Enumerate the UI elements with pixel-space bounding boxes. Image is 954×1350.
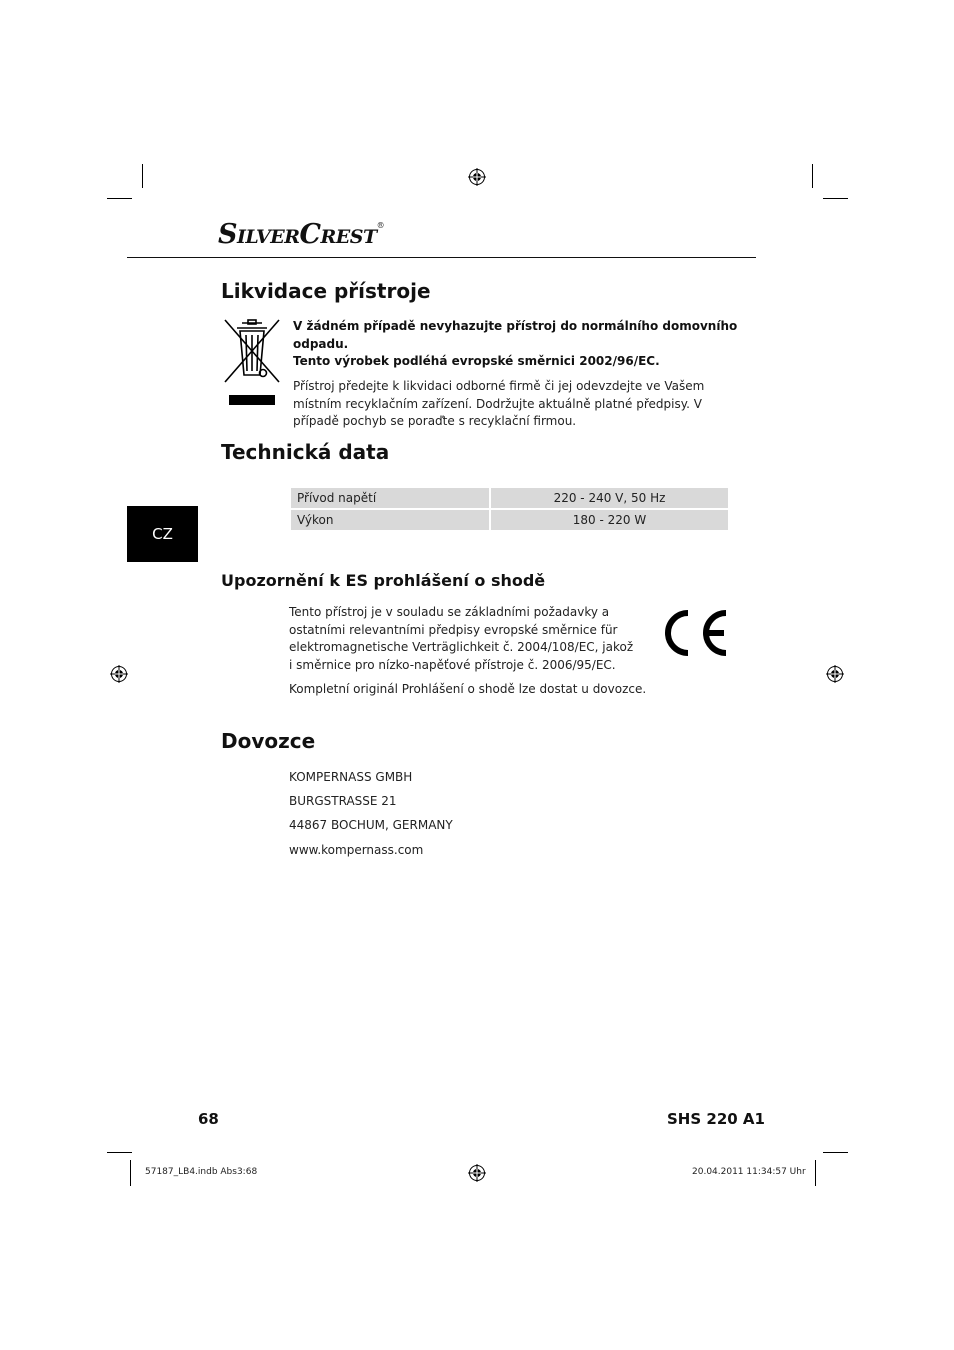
table-cell-label: Výkon	[291, 510, 489, 530]
importer-line: KOMPERNASS GMBH	[289, 770, 413, 784]
disposal-directive: Tento výrobek podléhá evropské směrnici 2002/96/EC.	[293, 354, 660, 368]
table-row	[291, 510, 728, 530]
page-number: 68	[198, 1110, 219, 1128]
section-title-importer: Dovozce	[221, 729, 316, 753]
registration-mark-icon	[468, 168, 486, 186]
crop-mark	[823, 1152, 848, 1153]
importer-line: 44867 BOCHUM, GERMANY	[289, 818, 453, 832]
registration-mark-icon	[110, 665, 128, 683]
crop-mark	[812, 164, 813, 188]
crop-mark	[130, 1160, 131, 1186]
slug-timestamp: 20.04.2011 11:34:57 Uhr	[692, 1167, 806, 1177]
crop-mark	[815, 1160, 816, 1186]
importer-website: www.kompernass.com	[289, 843, 424, 857]
importer-line: BURGSTRASSE 21	[289, 794, 397, 808]
crop-mark	[107, 198, 132, 199]
ce-mark-icon	[656, 607, 730, 659]
registration-mark-icon	[826, 665, 844, 683]
language-tab: CZ	[127, 506, 198, 562]
slug-file-info: 57187_LB4.indb Abs3:68	[145, 1167, 258, 1177]
table-cell-value: 180 - 220 W	[491, 510, 728, 530]
crop-mark	[823, 198, 848, 199]
conformity-body2: Kompletní originál Prohlášení o shodě lze dostat u dovozce.	[289, 682, 647, 696]
section-title-conformity: Upozornění k ES prohlášení o shodě	[221, 571, 546, 590]
table-cell-value: 220 - 240 V, 50 Hz	[491, 488, 728, 508]
section-title-disposal: Likvidace přístroje	[221, 279, 431, 303]
brand-logo: SILVERCREST®	[218, 219, 385, 250]
table-row	[291, 488, 728, 508]
crop-mark	[142, 164, 143, 188]
technical-data-table	[289, 486, 730, 532]
disposal-body: Přístroj předejte k likvidaci odborné firmě či jej odevzdejte ve Vašem místním recyklačním zařízení. Dodržujte aktuálně platné předpisy. V případě pochyb se poraďte s recyklační firmou.	[293, 379, 705, 428]
model-number: SHS 220 A1	[667, 1110, 765, 1128]
conformity-body: Tento přístroj je v souladu se základními požadavky a ostatními relevantními předpisy evropské směrnice für elektromagnetische Verträglichkeit č. 2004/108/EC, jakož i směrnice pro nízko-napěťové přístroje č. 2006/95/EC.	[289, 605, 634, 672]
section-title-technical: Technická data	[221, 440, 390, 464]
disposal-warning: V žádném případě nevyhazujte přístroj do normálního domovního odpadu.	[293, 319, 738, 351]
table-cell-label: Přívod napětí	[291, 488, 489, 508]
weee-bin-icon	[222, 317, 282, 407]
crop-mark	[107, 1152, 132, 1153]
header-rule	[127, 257, 756, 258]
registration-mark-icon	[468, 1164, 486, 1182]
